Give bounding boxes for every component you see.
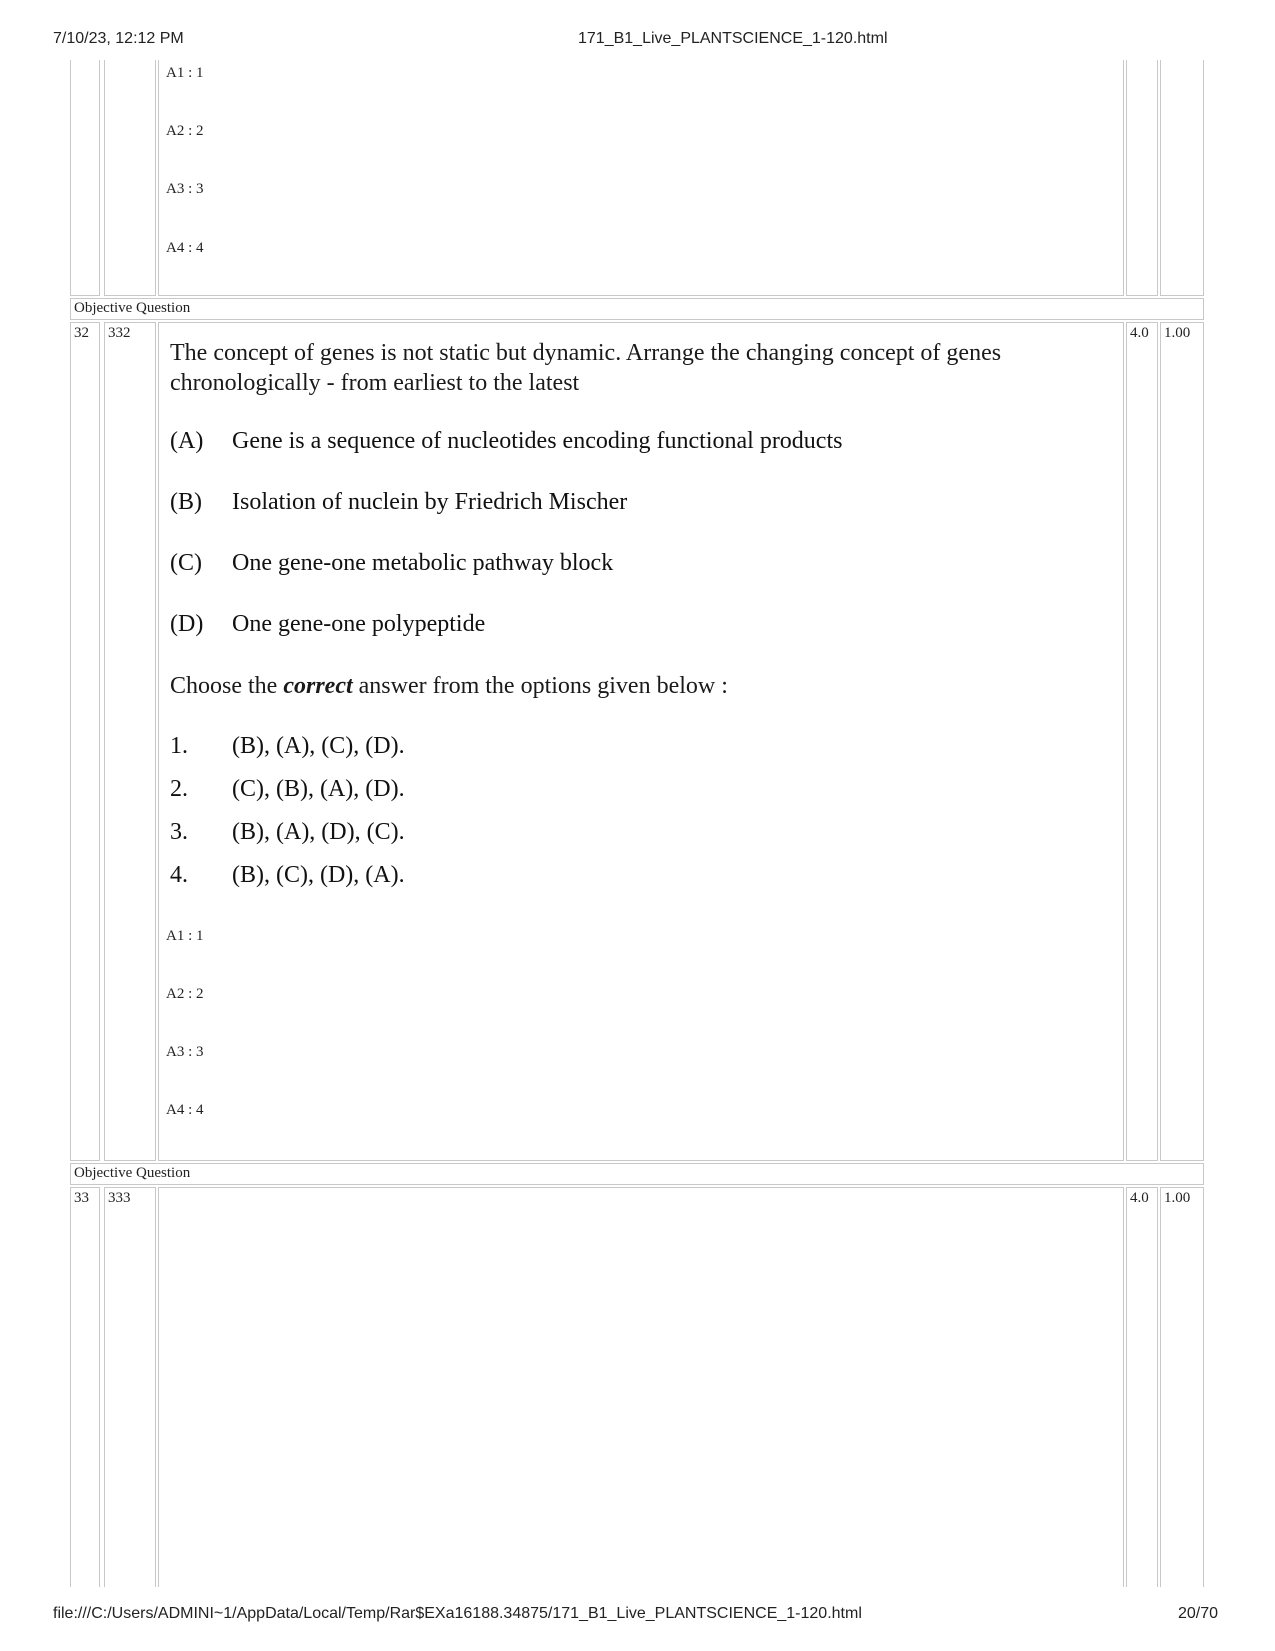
prev-answer-3: A3 : 3 bbox=[166, 181, 204, 197]
print-file-path: file:///C:/Users/ADMINI~1/AppData/Local/Temp/Rar$EXa16188.34875/171_B1_Live_PLANTSCIENCE_1-120.html bbox=[53, 1605, 862, 1622]
q32-question-id: 332 bbox=[108, 325, 131, 341]
q32-answer-4: A4 : 4 bbox=[166, 1102, 204, 1118]
q32-choose-emphasis: correct bbox=[283, 673, 353, 699]
q32-statement-b-text: Isolation of nuclein by Friedrich Mischer bbox=[232, 489, 628, 515]
q33-type-label: Objective Question bbox=[74, 1165, 191, 1181]
prev-answer-2: A2 : 2 bbox=[166, 123, 204, 139]
print-title: 171_B1_Live_PLANTSCIENCE_1-120.html bbox=[578, 30, 888, 47]
q33-question-id: 333 bbox=[108, 1190, 131, 1206]
q32-statement-c-text: One gene-one metabolic pathway block bbox=[232, 550, 614, 576]
q33-col-sno bbox=[70, 1187, 100, 1587]
prev-col-body bbox=[158, 60, 1124, 296]
q32-statement-a-label: (A) bbox=[170, 428, 204, 454]
prev-col-marks bbox=[1126, 60, 1158, 296]
q32-statement-b-label: (B) bbox=[170, 489, 202, 515]
prev-col-sno bbox=[70, 60, 100, 296]
q32-option-3-num: 3. bbox=[170, 819, 188, 845]
q33-serial: 33 bbox=[74, 1190, 89, 1206]
q33-negative-marks: 1.00 bbox=[1164, 1190, 1191, 1206]
prev-answer-1: A1 : 1 bbox=[166, 65, 204, 81]
q32-answer-2: A2 : 2 bbox=[166, 986, 204, 1002]
q33-type-row bbox=[70, 1163, 1204, 1185]
q32-stem-line-2: chronologically - from earliest to the latest bbox=[170, 370, 580, 396]
q33-col-qid bbox=[104, 1187, 156, 1587]
prev-answer-4: A4 : 4 bbox=[166, 240, 204, 256]
q32-statement-d-text: One gene-one polypeptide bbox=[232, 611, 486, 637]
q33-col-body bbox=[158, 1187, 1124, 1587]
q32-option-4-text: (B), (C), (D), (A). bbox=[232, 862, 405, 888]
q32-col-neg bbox=[1160, 322, 1204, 1161]
q32-type-label: Objective Question bbox=[74, 300, 191, 316]
q32-option-1-text: (B), (A), (C), (D). bbox=[232, 733, 405, 759]
q32-answer-3: A3 : 3 bbox=[166, 1044, 204, 1060]
q32-serial: 32 bbox=[74, 325, 89, 341]
q32-option-2-text: (C), (B), (A), (D). bbox=[232, 776, 405, 802]
q33-marks: 4.0 bbox=[1130, 1190, 1149, 1206]
q32-type-row bbox=[70, 298, 1204, 320]
prev-col-qid bbox=[104, 60, 156, 296]
q32-choose-suffix: answer from the options given below : bbox=[352, 673, 728, 699]
q32-statement-a-text: Gene is a sequence of nucleotides encoding functional products bbox=[232, 428, 843, 454]
q32-choose-prefix: Choose the bbox=[170, 673, 284, 699]
print-datetime: 7/10/23, 12:12 PM bbox=[53, 30, 184, 47]
q33-col-neg bbox=[1160, 1187, 1204, 1587]
q32-negative-marks: 1.00 bbox=[1164, 325, 1191, 341]
q32-col-sno bbox=[70, 322, 100, 1161]
print-page-number: 20/70 bbox=[1178, 1605, 1219, 1622]
q32-statement-c-label: (C) bbox=[170, 550, 202, 576]
q32-marks: 4.0 bbox=[1130, 325, 1149, 341]
q32-option-3-text: (B), (A), (D), (C). bbox=[232, 819, 405, 845]
q32-option-4-num: 4. bbox=[170, 862, 188, 888]
prev-col-neg bbox=[1160, 60, 1204, 296]
q32-option-2-num: 2. bbox=[170, 776, 188, 802]
q32-stem-line-1: The concept of genes is not static but dynamic. Arrange the changing concept of genes bbox=[170, 340, 1002, 366]
q32-statement-d-label: (D) bbox=[170, 611, 204, 637]
q32-choose-instruction bbox=[170, 671, 728, 701]
q33-col-marks bbox=[1126, 1187, 1158, 1587]
q32-option-1-num: 1. bbox=[170, 733, 188, 759]
q32-answer-1: A1 : 1 bbox=[166, 928, 204, 944]
q32-col-qid bbox=[104, 322, 156, 1161]
q32-col-marks bbox=[1126, 322, 1158, 1161]
